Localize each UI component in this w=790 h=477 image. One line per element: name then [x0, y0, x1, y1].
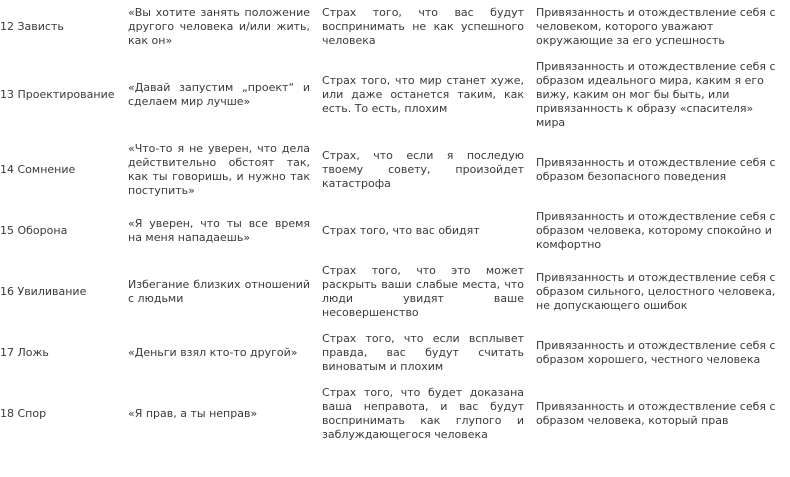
cell-quote: «Вы хотите занять положение другого человека и/или жить, как он»	[128, 6, 310, 47]
table-row	[0, 136, 790, 204]
cell-emotion-name: 13 Проектирование	[0, 88, 115, 101]
cell-emotion-name: 15 Оборона	[0, 224, 68, 237]
table-row	[0, 54, 790, 136]
cell-attachment: Привязанность и отождествление себя с образом хорошего, честного человека	[536, 339, 776, 366]
cell-quote: «Давай запустим „проект“ и сделаем мир лучше»	[128, 81, 310, 108]
cell-emotion-name: 14 Сомнение	[0, 163, 76, 176]
cell-quote: Избегание близких отношений с людьми	[128, 278, 310, 305]
cell-attachment: Привязанность и отождествление себя с образом человека, которому спокойно и комфортно	[536, 210, 776, 251]
cell-emotion-name: 18 Спор	[0, 407, 47, 420]
cell-attachment: Привязанность и отождествление себя с образом идеального мира, каким я его вижу, каким он мог бы быть, или привязанность к образу «спасителя» мира	[536, 60, 776, 129]
table-row	[0, 326, 790, 380]
cell-emotion-name: 12 Зависть	[0, 20, 64, 33]
cell-fear: Страх того, что вас будут воспринимать не как успешного человека	[322, 6, 524, 47]
table-row	[0, 258, 790, 326]
cell-fear: Страх того, что если всплывет правда, вас будут считать виноватым и плохим	[322, 332, 524, 373]
table-row	[0, 204, 790, 258]
cell-quote: «Деньги взял кто-то другой»	[128, 346, 298, 359]
cell-fear: Страх, что если я последую твоему совету, произойдет катастрофа	[322, 149, 524, 190]
cell-quote: «Что-то я не уверен, что дела действительно обстоят так, как ты говоришь, и нужно так поступить»	[128, 142, 310, 197]
table-row	[0, 0, 790, 54]
cell-fear: Страх того, что мир станет хуже, или даже останется таким, как есть. То есть, плохим	[322, 74, 524, 115]
table-row	[0, 380, 790, 448]
cell-quote: «Я уверен, что ты все время на меня нападаешь»	[128, 217, 310, 244]
cell-fear: Страх того, что это может раскрыть ваши слабые места, что люди увидят ваше несовершенство	[322, 264, 524, 319]
cell-quote: «Я прав, а ты неправ»	[128, 407, 258, 420]
cell-emotion-name: 16 Увиливание	[0, 285, 87, 298]
cell-attachment: Привязанность и отождествление себя с образом безопасного поведения	[536, 156, 776, 183]
cell-fear: Страх того, что вас обидят	[322, 224, 480, 237]
cell-fear: Страх того, что будет доказана ваша неправота, и вас будут воспринимать как глупого и заблуждающегося человека	[322, 386, 524, 441]
cell-emotion-name: 17 Ложь	[0, 346, 49, 359]
cell-attachment: Привязанность и отождествление себя с образом человека, который прав	[536, 400, 776, 427]
cell-attachment: Привязанность и отождествление себя с человеком, которого уважают окружающие за его успешность	[536, 6, 776, 47]
cell-attachment: Привязанность и отождествление себя с образом сильного, целостного человека, не допускающего ошибок	[536, 271, 776, 312]
